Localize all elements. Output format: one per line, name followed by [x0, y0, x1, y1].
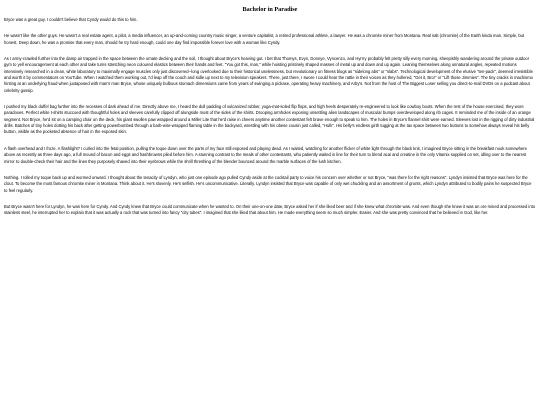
paragraph-3: As I army-crawled further into the damp air trapped in the space between the ornate decking and the soil, I thought about Bryce's heaving gut. I bet that Thomys, Evyn, Donnye, Vyncenzo, and Hyrrry probably felt pretty silly every morning, sheepishly wandering around the private outdoor gym to yell encouragement at each other and take turns stretching neon coloured elastics between their hands and feet. "You got this, man," while hoisting pristinely shaped masses of metal up and down and up again. Leaning themselves along unnatural angles, repeated motions intensively researched in a clean, white laboratory to maximally engage muscles only just discovered--long overlooked due to their historical uselessness, but revolutionary on fitness blogs as "sidelong abs" or "slabs". Technological development of the elusive "ten-pack", deemed irresistible and worth it by commentators on YouTube. When I watched them working out, I'd leap off the couch and sidle up next to my television speakers. There, just there, I swore I could hear the rattle in their voices as they hollered, "Get it, Bro!" or "Lift those Jimmies". The tiny cracks in machismo hinting at an underlying fraud when juxtaposed with man's man Bryce, whose uniquely bulbous stomach dimensions came from years of swinging a pickaxe, operating heavy machinery, and Arby's. Not from the host of The Biggest Loser selling you direct-to-mail DVDs on a podcast about celebrity gossip.	[4, 56, 533, 93]
paragraph-gap	[4, 165, 536, 175]
paragraph-5: A flash overhead and I froze. A flashlight? I curled into the fetal position, pulling the toque down over the parts of my face still exposed and playing dead. As I waited, watching for another flicker of white light through the black knit, I imagined Bryce sitting in the breakfast nook somewhere above as recently as three days ago, a full mound of bacon and eggs and hashbrowns piled before him. A stunning contrast to the meals of other contestants, who patiently waited in line for their turn to blend acai and creatine in the only Vitamix supplied on set, idling over to the nearest mirror to double-check their hair and the lines they purposely shaved into their eyebrows while the shrill threshing of the blender bounced around the marble surfaces of the lush kitchen.	[4, 145, 527, 164]
paragraph-gap	[4, 194, 536, 204]
paragraph-2: He wasn't like the other guys. He wasn't a real estate agent, a pilot, a media influencer, an up-and-coming country music singer, a venture capitalist, a retired professional athlete, a lawyer. He was a chromite miner from Montana. Real salt (chromite) of the Earth kinda man. Simple, but honest. Deep down, he was a promise that every man, should he try hard enough, could one day find impossible forever love with a woman like Cyndy.	[4, 33, 525, 45]
paragraph-6: Nothing. I rolled my toque back up and wormed onward. I thought about the tenacity of Lyndyn, who just one episode ago pulled Cyndy aside at the cocktail party to voice his concern over whether or not Bryce, "was there for the right reasons". Lyndyn insisted that Bryce was here for the clout. To become the most famous chromite miner in Montana. Think about it. He's slovenly. He's selfish. He's uncommunicative. Literally. Lyndyn insisted that Bryce was capable of only wet chuckling and an assortment of grunts, which Lyndyn attributed to bodily pains he suspected Bryce to feel regularly.	[4, 174, 532, 193]
paragraph-7: But Bryce wasn't here for Lyndyn, he was here for Cyndy. And Cyndy knew that Bryce could communicate when he wanted to. On their one-on-one date, Bryce asked her if she liked beer and if she knew what chromite was. And even though she knew it was an ore mined and processed into stainless steel, he interrupted her to explain that it was actually a rock that was turned into fancy "city tubes". I imagined that she liked that about him. He made everything seem so much simpler. Easier. And she was pretty convinced that he believed in God, like her.	[4, 203, 536, 216]
paragraph-1: Bryce was a great guy. I couldn't believe that Cyndy would do this to him.	[4, 17, 138, 22]
paragraph-gap	[4, 46, 536, 56]
paragraph-4: I pushed my black duffel bag further into the recesses of dark ahead of me. Directly above me, I heard the dull padding of vulcanized rubber, yoga-mat-soled flip flops, and high heels desperately re-engineered to look like cowboy boots. When the rest of the house exercised, they wore paradoxes. Perfect white t-shirts stuccoed with thoughtful holes and sleeves carefully clipped off alongside most of the sides of the shirts. Drooping armholes exposing unsettling alien landscapes of muscular bumps overdeveloped along rib cages. It reminded me of the inside of an orange segment. Not Bryce, he'd sit on a camping chair on the deck, his giant swollen paw wrapped around a Miller Lite that he'd raise in cheers anytime another contestant felt brave enough to speak to him. The holes in Bryce's flannel shirt were earned. Sleeves lost in the rigging of dirty industrial drills. Batches of tiny holes dotting his back after getting powerbombed through a barb-wire-wrapped flaming table in the backyard, wrestling with his obese cousin just called, "Hulk". His belly's endless girth tugging at the tax space between two buttons to somehow always reveal his belly button, visible as the pocketed absence of hair in the exposed skin.	[4, 104, 535, 135]
paragraph-gap	[4, 23, 536, 33]
paragraph-gap	[4, 94, 536, 104]
paragraph-gap	[4, 136, 536, 146]
document-title: Bachelor in Paradise	[242, 6, 298, 13]
